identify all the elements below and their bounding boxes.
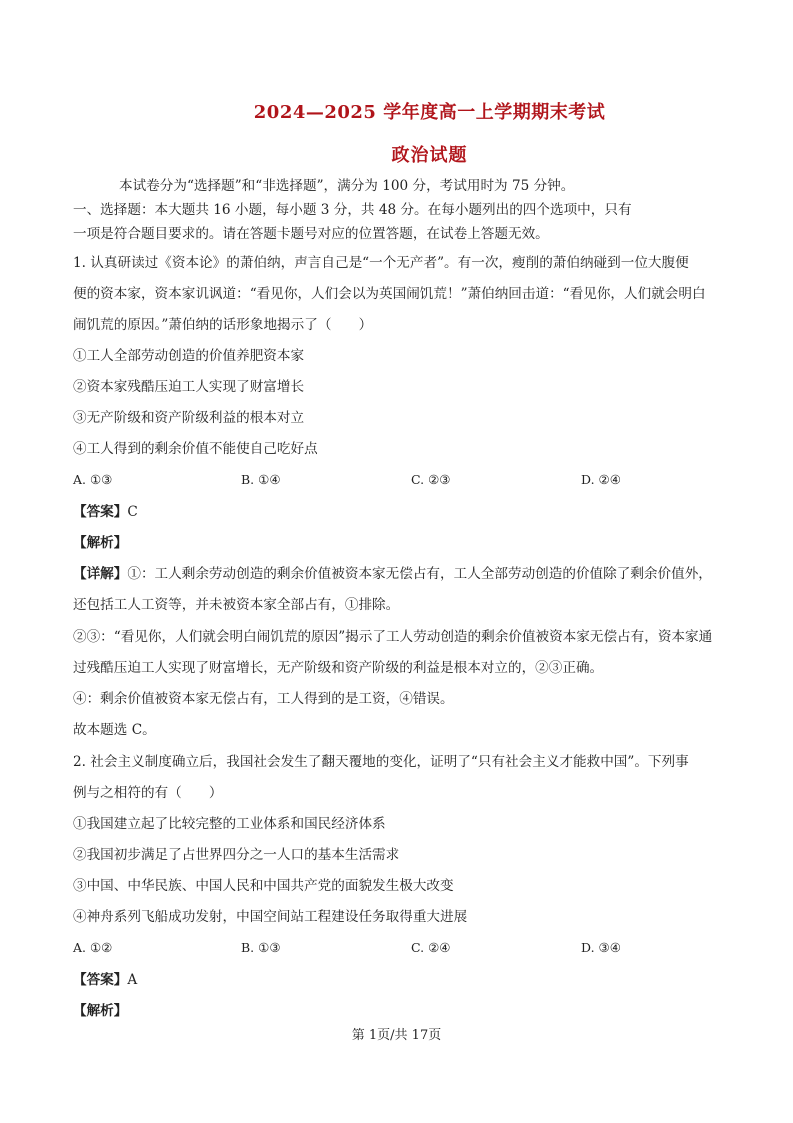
section-instructions-line1: 一、选择题：本大题共 16 小题，每小题 3 分，共 48 分。在每小题列出的四个选项中，只有 [73,202,632,218]
q2-option-c: C. ②④ [411,940,451,955]
exam-title: 2024—2025 学年度高一上学期期末考试 [253,102,606,123]
q1-statement-2: ②资本家残酷压迫工人实现了财富增长 [73,379,305,395]
section-instructions-line2: 一项是符合题目要求的。请在答题卡题号对应的位置答题，在试卷上答题无效。 [73,226,549,242]
q2-option-b: B. ①③ [241,940,281,955]
q1-detail-line3: ②③：“看见你，人们就会明白闹饥荒的原因”揭示了工人劳动创造的剩余价值被资本家无偿占有，资本家通 [73,629,713,645]
q2-statement-4: ④神舟系列飞船成功发射，中国空间站工程建设任务取得重大进展 [73,909,468,925]
q1-detail-line5: ④：剩余价值被资本家无偿占有，工人得到的是工资，④错误。 [73,691,454,707]
q1-detail-line2: 还包括工人工资等，并未被资本家全部占有，①排除。 [73,597,400,613]
q1-option-a: A. ①③ [73,472,113,487]
q1-option-d: D. ②④ [581,472,621,487]
q1-stem-line2: 便的资本家，资本家讥讽道：“看见你，人们会以为英国闹饥荒！”萧伯纳回击道：“看见你，人们就会明白 [73,286,706,302]
q2-statement-1: ①我国建立起了比较完整的工业体系和国民经济体系 [73,816,386,832]
q1-answer-tag: 【答案】 [73,504,128,520]
page-number: 第 1页/共 17页 [351,1028,442,1043]
q1-statement-4: ④工人得到的剩余价值不能使自己吃好点 [73,441,318,457]
q1-statement-1: ①工人全部劳动创造的价值养肥资本家 [73,348,305,364]
q1-stem-line1: 1. 认真研读过《资本论》的萧伯纳，声言自己是“一个无产者”。有一次，瘦削的萧伯纳碰到一位大腹便 [73,255,689,271]
q1-detail-text1: ①：工人剩余劳动创造的剩余价值被资本家无偿占有，工人全部劳动创造的价值除了剩余价值外， [127,566,712,582]
q1-stem-line3: 闹饥荒的原因。”萧伯纳的话形象地揭示了（ ） [73,317,373,333]
q2-answer-tag: 【答案】 [73,972,128,988]
q1-statement-3: ③无产阶级和资产阶级利益的根本对立 [73,410,305,426]
q2-statement-3: ③中国、中华民族、中国人民和中国共产党的面貌发生极大改变 [73,878,454,894]
q1-detail-line1 [73,565,712,583]
q1-answer-value: C [127,504,138,520]
exam-subtitle: 政治试题 [391,145,468,166]
q2-option-d: D. ③④ [581,940,621,955]
q2-answer [73,971,137,989]
exam-notice: 本试卷分为“选择题”和“非选择题”，满分为 100 分，考试用时为 75 分钟。 [119,178,575,194]
q1-detail-tag: 【详解】 [73,566,128,582]
q1-analysis-tag: 【解析】 [73,535,128,551]
q2-statement-2: ②我国初步满足了占世界四分之一人口的基本生活需求 [73,847,400,863]
q1-conclusion: 故本题选 C。 [73,722,156,738]
q1-detail-line4: 过残酷压迫工人实现了财富增长，无产阶级和资产阶级的利益是根本对立的，②③正确。 [73,660,604,676]
q2-option-a: A. ①② [73,940,113,955]
q1-answer [73,503,138,521]
q1-option-b: B. ①④ [241,472,281,487]
q2-analysis-tag: 【解析】 [73,1003,128,1019]
q1-option-c: C. ②③ [411,472,451,487]
q2-options [73,940,723,958]
q1-options [73,472,723,490]
q2-stem-line1: 2. 社会主义制度确立后，我国社会发生了翻天覆地的变化，证明了“只有社会主义才能救中国”。下列事 [73,754,689,770]
q2-stem-line2: 例与之相符的有（ ） [73,785,223,801]
q2-answer-value: A [127,972,138,988]
